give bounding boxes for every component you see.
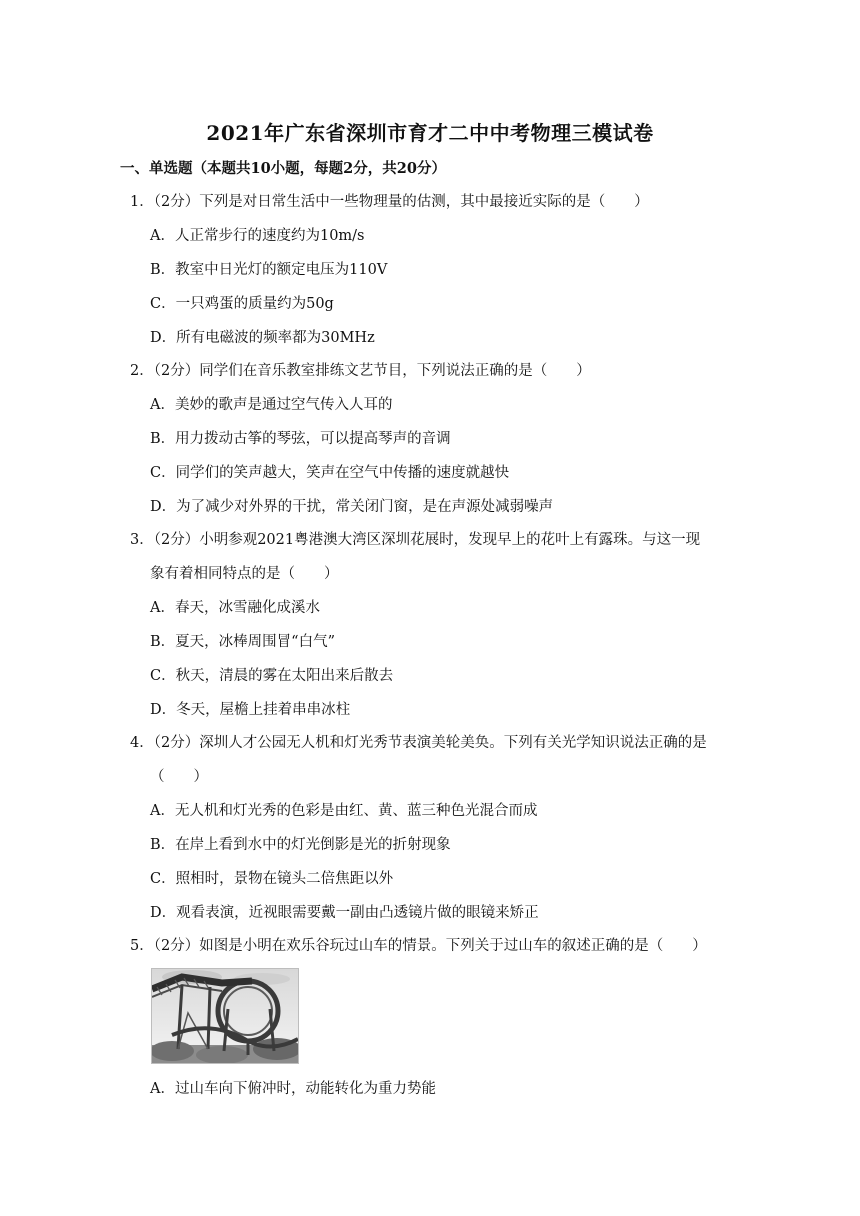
question-3-option-d: D．冬天，屋檐上挂着串串冰柱 bbox=[150, 702, 351, 718]
section-heading: 一、单选题（本题共10小题，每题2分，共20分） bbox=[120, 160, 446, 177]
question-1-option-a: A．人正常步行的速度约为10m/s bbox=[150, 228, 365, 244]
question-3-option-c: C．秋天，清晨的雾在太阳出来后散去 bbox=[150, 668, 394, 684]
roller-coaster-photo bbox=[151, 968, 299, 1064]
question-4-option-d: D．观看表演，近视眼需要戴一副由凸透镜片做的眼镜来矫正 bbox=[150, 905, 539, 921]
question-3-option-b: B．夏天，冰棒周围冒“白气” bbox=[150, 634, 335, 650]
question-4-option-a: A．无人机和灯光秀的色彩是由红、黄、蓝三种色光混合而成 bbox=[150, 803, 538, 819]
question-1-option-c: C．一只鸡蛋的质量约为50g bbox=[150, 296, 334, 312]
question-4-stem: 4．（2分）深圳人才公园无人机和灯光秀节表演美轮美奂。下列有关光学知识说法正确的是 bbox=[130, 735, 707, 751]
question-5-option-a: A．过山车向下俯冲时，动能转化为重力势能 bbox=[150, 1081, 436, 1097]
question-3-stem: 3．（2分）小明参观2021粤港澳大湾区深圳花展时，发现早上的花叶上有露珠。与这一现 bbox=[130, 532, 701, 548]
question-4-option-c: C．照相时，景物在镜头二倍焦距以外 bbox=[150, 871, 394, 887]
question-1-stem: 1．（2分）下列是对日常生活中一些物理量的估测，其中最接近实际的是（ ） bbox=[130, 194, 649, 210]
question-1-option-b: B．教室中日光灯的额定电压为110V bbox=[150, 262, 388, 278]
page-title: 2021年广东省深圳市育才二中中考物理三模试卷 bbox=[206, 121, 654, 145]
question-5-stem: 5．（2分）如图是小明在欢乐谷玩过山车的情景。下列关于过山车的叙述正确的是（ ） bbox=[130, 938, 707, 954]
question-2-option-a: A．美妙的歌声是通过空气传入人耳的 bbox=[150, 397, 393, 413]
question-4-option-b: B．在岸上看到水中的灯光倒影是光的折射现象 bbox=[150, 837, 451, 853]
question-2-option-b: B．用力拨动古筝的琴弦，可以提高琴声的音调 bbox=[150, 431, 451, 447]
question-2-stem: 2．（2分）同学们在音乐教室排练文艺节目，下列说法正确的是（ ） bbox=[130, 363, 591, 379]
question-2-option-c: C．同学们的笑声越大，笑声在空气中传播的速度就越快 bbox=[150, 465, 510, 481]
question-4-stem-cont: （ ） bbox=[150, 769, 208, 785]
question-3-option-a: A．春天，冰雪融化成溪水 bbox=[150, 600, 320, 616]
question-2-option-d: D．为了减少对外界的干扰，常关闭门窗，是在声源处减弱噪声 bbox=[150, 499, 554, 515]
question-3-stem-cont: 象有着相同特点的是（ ） bbox=[150, 566, 339, 582]
question-1-option-d: D．所有电磁波的频率都为30MHz bbox=[150, 330, 375, 346]
